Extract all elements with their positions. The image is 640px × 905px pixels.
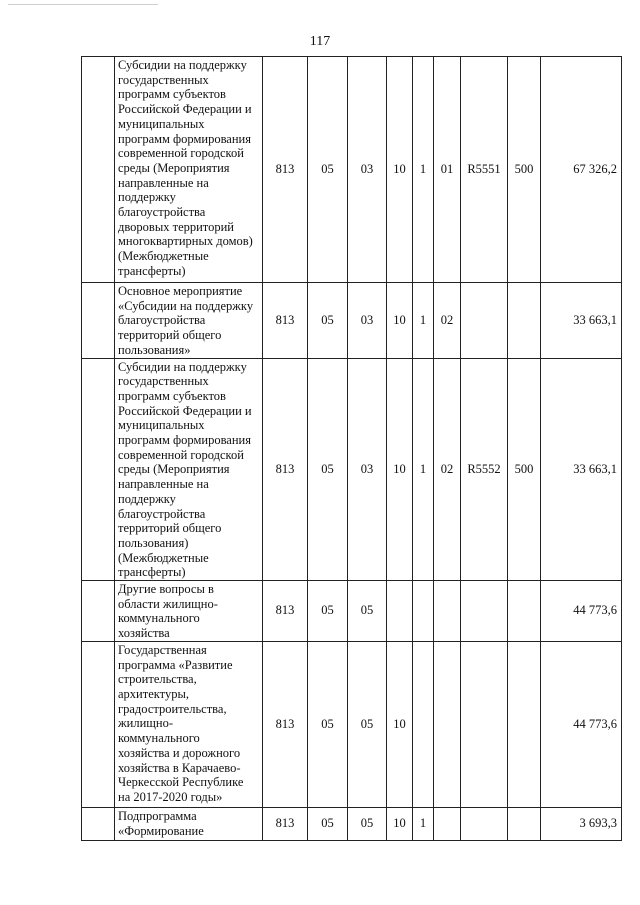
main-event-cell: 02 — [434, 358, 461, 581]
section-cell: 05 — [308, 581, 348, 642]
subprogram-cell — [413, 641, 434, 807]
item-name-cell — [115, 57, 263, 283]
table-row — [82, 581, 622, 642]
amount-cell: 33 663,1 — [541, 283, 622, 359]
header-rule — [8, 4, 158, 5]
expense-type-cell — [508, 581, 541, 642]
item-name: Государственная программа «Развитие строительства, архитектуры, градостроительства, жилищно- коммунального хозяйства и дорожного хозяйства в Карачаево- Черкесской Республике на 2017-2020 годы» — [118, 642, 244, 804]
expense-type-cell — [508, 641, 541, 807]
amount-cell: 44 773,6 — [541, 641, 622, 807]
subsection-cell: 03 — [348, 283, 387, 359]
main-event-cell: 02 — [434, 283, 461, 359]
kvsr-cell: 813 — [263, 641, 308, 807]
expense-type-cell — [508, 283, 541, 359]
kvsr-cell: 813 — [263, 807, 308, 840]
blank-cell — [82, 581, 115, 642]
subprogram-cell: 1 — [413, 283, 434, 359]
expense-direction-cell — [461, 807, 508, 840]
table-row — [82, 807, 622, 840]
expense-type-cell: 500 — [508, 57, 541, 283]
subsection-cell: 03 — [348, 358, 387, 581]
kvsr-cell: 813 — [263, 57, 308, 283]
blank-cell — [82, 283, 115, 359]
subprogram-cell — [413, 581, 434, 642]
table-row — [82, 358, 622, 581]
section-cell: 05 — [308, 283, 348, 359]
section-cell: 05 — [308, 358, 348, 581]
blank-cell — [82, 807, 115, 840]
item-name: Субсидии на поддержку государственных программ субъектов Российской Федерации и муниципальных программ формирования современной городской среды (Мероприятия направленные на поддержку благоустройства территорий общего пользования) (Межбюджетные трансферты) — [118, 359, 252, 580]
amount-cell: 67 326,2 — [541, 57, 622, 283]
kvsr-cell: 813 — [263, 358, 308, 581]
table-row — [82, 283, 622, 359]
item-name: Субсидии на поддержку государственных программ субъектов Российской Федерации и муниципальных программ формирования современной городской среды (Мероприятия направленные на поддержку благоустройства дворовых территорий многоквартирных домов) (Межбюджетные трансферты) — [118, 58, 253, 278]
kvsr-cell: 813 — [263, 581, 308, 642]
program-cell: 10 — [387, 283, 413, 359]
subprogram-cell: 1 — [413, 57, 434, 283]
blank-cell — [82, 358, 115, 581]
blank-cell — [82, 57, 115, 283]
program-cell: 10 — [387, 358, 413, 581]
item-name-cell — [115, 807, 263, 840]
page-number: 117 — [309, 34, 331, 49]
amount-cell: 33 663,1 — [541, 358, 622, 581]
subsection-cell: 05 — [348, 581, 387, 642]
expense-direction-cell — [461, 283, 508, 359]
program-cell: 10 — [387, 807, 413, 840]
subprogram-cell: 1 — [413, 358, 434, 581]
program-cell: 10 — [387, 57, 413, 283]
subsection-cell: 05 — [348, 641, 387, 807]
item-name-cell — [115, 641, 263, 807]
amount-cell: 44 773,6 — [541, 581, 622, 642]
expense-direction-cell: R5551 — [461, 57, 508, 283]
subprogram-cell: 1 — [413, 807, 434, 840]
section-cell: 05 — [308, 57, 348, 283]
table-row — [82, 57, 622, 283]
expense-direction-cell — [461, 641, 508, 807]
section-cell: 05 — [308, 807, 348, 840]
subsection-cell: 05 — [348, 807, 387, 840]
kvsr-cell: 813 — [263, 283, 308, 359]
table-row — [82, 641, 622, 807]
subsection-cell: 03 — [348, 57, 387, 283]
main-event-cell — [434, 807, 461, 840]
program-cell: 10 — [387, 641, 413, 807]
expense-type-cell — [508, 807, 541, 840]
item-name: Основное мероприятие «Субсидии на поддержку благоустройства территорий общего пользования» — [118, 284, 254, 357]
expense-direction-cell — [461, 581, 508, 642]
main-event-cell: 01 — [434, 57, 461, 283]
expense-type-cell: 500 — [508, 358, 541, 581]
main-event-cell — [434, 581, 461, 642]
budget-table — [81, 56, 622, 841]
item-name: Подпрограмма «Формирование — [118, 808, 204, 838]
amount-cell: 3 693,3 — [541, 807, 622, 840]
expense-direction-cell: R5552 — [461, 358, 508, 581]
item-name-cell — [115, 581, 263, 642]
item-name-cell — [115, 358, 263, 581]
blank-cell — [82, 641, 115, 807]
item-name-cell — [115, 283, 263, 359]
item-name: Другие вопросы в области жилищно- коммунального хозяйства — [118, 582, 218, 641]
program-cell — [387, 581, 413, 642]
section-cell: 05 — [308, 641, 348, 807]
main-event-cell — [434, 641, 461, 807]
